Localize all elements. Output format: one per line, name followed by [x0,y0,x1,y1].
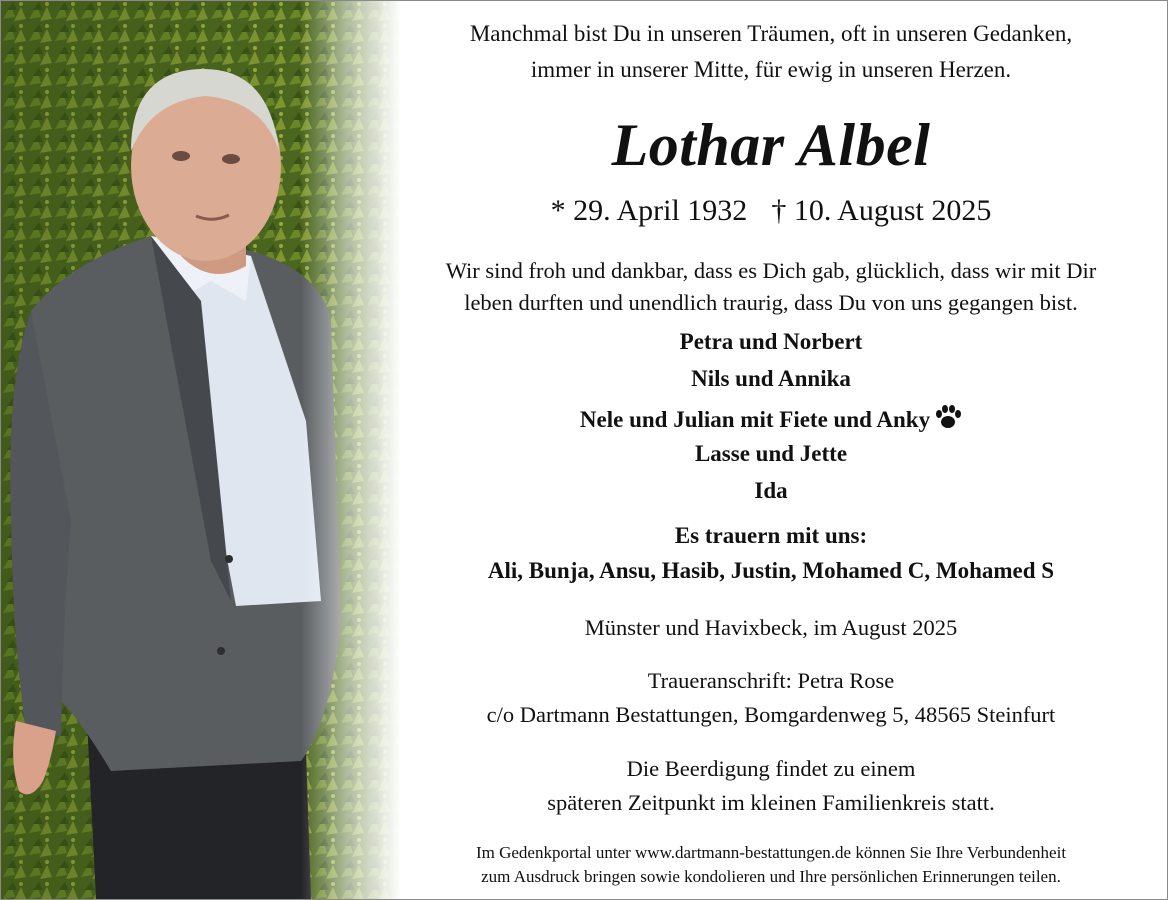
quote-line-1: Manchmal bist Du in unseren Träumen, oft in unseren Gedanken, [469,21,1073,46]
quote-line-2: immer in unserer Mitte, für ewig in unseren Herzen. [530,57,1012,82]
funeral-line-2: späteren Zeitpunkt im kleinen Familienkreis statt. [547,790,995,815]
deceased-name: Lothar Albel [611,112,931,178]
place-date: Münster und Havixbeck, im August 2025 [584,615,958,640]
tribute-line-2: leben durften und unendlich traurig, dass Du von uns gegangen bist. [464,290,1078,315]
life-dates [373,194,1168,228]
tribute-line-1: Wir sind froh und dankbar, dass es Dich gab, glücklich, dass wir mit Dir [445,258,1097,283]
portal-line-1: Im Gedenkportal unter www.dartmann-bestattungen.de können Sie Ihre Verbundenheit [475,843,1067,862]
family-member: Petra und Norbert [679,329,863,354]
funeral-line-1: Die Beerdigung findet zu einem [626,756,916,781]
address-line-2: c/o Dartmann Bestattungen, Bomgardenweg 5, 48565 Steinfurt [486,702,1056,727]
death-date: † 10. August 2025 [771,194,992,227]
paw-print-icon [934,403,962,437]
family-member: Nele und Julian mit Fiete und Anky [579,407,931,432]
portal-line-2: zum Ausdruck bringen sowie kondolieren und Ihre persönlichen Erinnerungen teilen. [481,867,1061,886]
mourners-heading: Es trauern mit uns: [674,523,868,548]
family-member-row [373,403,1168,437]
mourners-list: Ali, Bunja, Ansu, Hasib, Justin, Mohamed C, Mohamed S [487,558,1055,583]
family-member: Nils und Annika [691,366,851,391]
birth-date: * 29. April 1932 [550,194,748,227]
portrait-photo [1,1,401,899]
family-member: Ida [754,478,788,503]
address-line-1: Traueranschrift: Petra Rose [647,668,895,693]
family-member: Lasse und Jette [694,441,848,466]
